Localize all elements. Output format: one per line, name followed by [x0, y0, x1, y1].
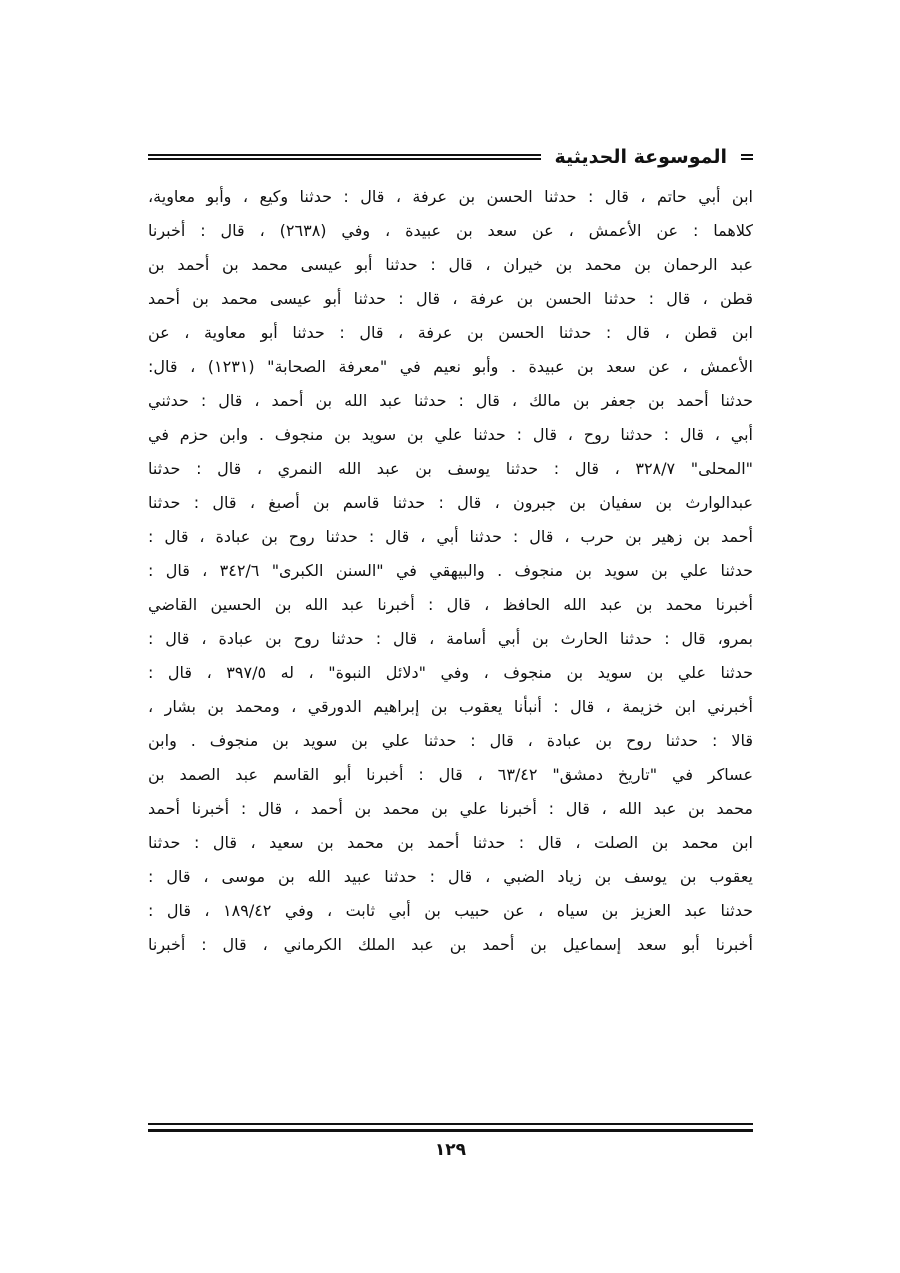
header-rule-right: [741, 154, 753, 160]
body-line: بمرو، قال : حدثنا الحارث بن أبي أسامة ، قال : حدثنا روح بن عبادة ، قال :: [148, 629, 753, 648]
body-line: أخبرني ابن خزيمة ، قال : أنبأنا يعقوب بن إبراهيم الدورقي ، ومحمد بن بشار ،: [148, 697, 753, 716]
body-line: أخبرنا محمد بن عبد الله الحافظ ، قال : أخبرنا عبد الله بن الحسين القاضي: [148, 595, 753, 614]
footer-rule: [148, 1123, 753, 1132]
body-line: أبي ، قال : حدثنا روح ، قال : حدثنا علي بن سويد بن منجوف . وابن حزم في: [148, 425, 753, 444]
body-line: عبدالوارث بن سفيان بن جبرون ، قال : حدثنا قاسم بن أصبغ ، قال : حدثنا: [148, 493, 753, 512]
body-line: كلاهما : عن الأعمش ، عن سعد بن عبيدة ، وفي (٢٦٣٨) ، قال : أخبرنا: [148, 221, 753, 240]
body-line: عبد الرحمان بن محمد بن خيران ، قال : حدثنا أبو عيسى محمد بن أحمد بن: [148, 255, 753, 274]
body-line: حدثنا علي بن سويد بن منجوف . والبيهقي في "السنن الكبرى" ٣٤٢/٦ ، قال :: [148, 561, 753, 580]
body-line: محمد بن عبد الله ، قال : أخبرنا علي بن محمد بن أحمد ، قال : أخبرنا أحمد: [148, 799, 753, 818]
body-line: ابن قطن ، قال : حدثنا الحسن بن عرفة ، قال : حدثنا أبو معاوية ، عن: [148, 323, 753, 342]
body-line: ابن محمد بن الصلت ، قال : حدثنا أحمد بن محمد بن سعيد ، قال : حدثنا: [148, 833, 753, 852]
body-line: حدثنا عبد العزيز بن سياه ، عن حبيب بن أبي ثابت ، وفي ١٨٩/٤٢ ، قال :: [148, 901, 753, 920]
running-header: [148, 140, 753, 174]
body-line: حدثنا أحمد بن جعفر بن مالك ، قال : حدثنا عبد الله بن أحمد ، قال : حدثني: [148, 391, 753, 410]
body-line: أخبرنا أبو سعد إسماعيل بن أحمد بن عبد الملك الكرماني ، قال : أخبرنا: [148, 935, 753, 954]
header-title: الموسوعة الحديثية: [554, 145, 727, 168]
body-line: الأعمش ، عن سعد بن عبيدة . وأبو نعيم في "معرفة الصحابة" (١٢٣١) ، قال:: [148, 357, 753, 376]
page-body: [148, 180, 753, 962]
page-number: ١٢٩: [434, 1140, 467, 1160]
body-line: يعقوب بن يوسف بن زياد الضبي ، قال : حدثنا عبيد الله بن موسى ، قال :: [148, 867, 753, 886]
body-line: قطن ، قال : حدثنا الحسن بن عرفة ، قال : حدثنا أبو عيسى محمد بن أحمد: [148, 289, 753, 308]
body-line: ابن أبي حاتم ، قال : حدثنا الحسن بن عرفة ، قال : حدثنا وكيع ، وأبو معاوية،: [148, 187, 753, 206]
body-line: عساكر في "تاريخ دمشق" ٦٣/٤٢ ، قال : أخبرنا أبو القاسم عبد الصمد بن: [148, 765, 753, 784]
body-line: حدثنا علي بن سويد بن منجوف ، وفي "دلائل النبوة" ، له ٣٩٧/٥ ، قال :: [148, 663, 753, 682]
body-line: قالا : حدثنا روح بن عبادة ، قال : حدثنا علي بن سويد بن منجوف . وابن: [148, 731, 753, 750]
body-line: أحمد بن زهير بن حرب ، قال : حدثنا أبي ، قال : حدثنا روح بن عبادة ، قال :: [148, 527, 753, 546]
header-rule-left: [148, 154, 541, 160]
body-line: "المحلى" ٣٢٨/٧ ، قال : حدثنا يوسف بن عبد الله النمري ، قال : حدثنا: [148, 459, 753, 478]
